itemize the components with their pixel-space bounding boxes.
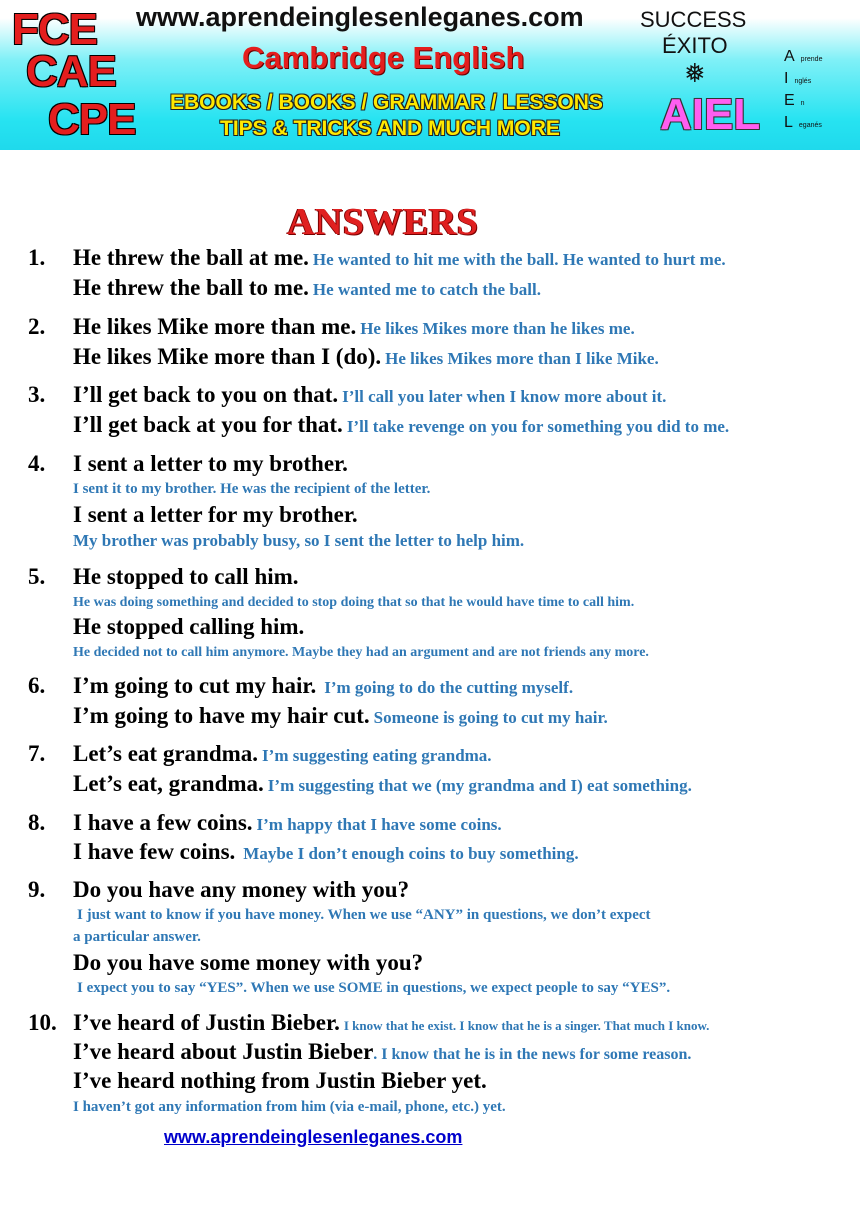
explanation: Someone is going to cut my hair. — [373, 708, 608, 727]
success-label: SUCCESS — [640, 7, 747, 32]
sentence: Do you have any money with you? — [73, 877, 410, 902]
item-number: 2. — [28, 314, 46, 339]
explanation-line — [73, 643, 649, 661]
header-banner — [0, 0, 860, 150]
sentence-line — [73, 344, 659, 370]
promo-line-1: EBOOKS / BOOKS / GRAMMAR / LESSONS — [170, 91, 603, 114]
sentence-line — [73, 564, 299, 590]
explanation: He likes Mikes more than he likes me. — [360, 319, 635, 338]
sentence-line — [73, 810, 502, 836]
sentence-line — [73, 673, 573, 699]
sentence-line — [73, 412, 729, 438]
exito-label: ÉXITO — [662, 33, 728, 58]
sentence: I’ll get back to you on that. — [73, 382, 339, 407]
acronym-row: En — [784, 92, 805, 109]
sentence: I’ve heard about Justin Bieber — [73, 1039, 374, 1064]
explanation: I’m going to do the cutting myself. — [324, 678, 574, 697]
sentence: I have few coins. — [73, 839, 236, 864]
sentence: I’m going to cut my hair. — [73, 673, 317, 698]
sentence-line — [73, 382, 666, 408]
item-number: 10. — [28, 1010, 57, 1035]
banner-subtitle: Cambridge English — [242, 40, 525, 75]
exam-label-fce: FCE — [12, 5, 97, 54]
sentence: He likes Mike more than I (do). — [73, 344, 382, 369]
sentence-line — [73, 275, 541, 301]
acronym-row: Aprende — [784, 48, 823, 65]
item-number: 9. — [28, 877, 46, 902]
exam-label-cpe: CPE — [48, 95, 136, 144]
explanation: I expect you to say “YES”. When we use SOME in questions, we expect people to say “YES”. — [77, 980, 671, 996]
explanation: I’m suggesting eating grandma. — [262, 746, 492, 765]
item-number: 3. — [28, 382, 46, 407]
explanation: My brother was probably busy, so I sent the letter to help him. — [73, 531, 525, 550]
exam-label-cae: CAE — [26, 47, 116, 96]
item-number: 1. — [28, 245, 46, 270]
sentence-line — [73, 314, 635, 340]
sentence: He threw the ball to me. — [73, 275, 309, 300]
explanation: I’ll call you later when I know more about it. — [342, 387, 667, 406]
explanation: a particular answer. — [73, 929, 201, 945]
acronym-row: Leganés — [784, 114, 822, 131]
page-title: ANSWERS — [287, 201, 479, 243]
explanation: I’m suggesting that we (my grandma and I) eat something. — [267, 776, 692, 795]
explanation: He was doing something and decided to stop doing that so that he would have time to call him. — [73, 595, 635, 610]
sentence-line — [73, 741, 492, 767]
sentence: I sent a letter to my brother. — [73, 451, 348, 476]
sentence: He stopped to call him. — [73, 564, 299, 589]
sentence: I’ll get back at you for that. — [73, 412, 343, 437]
sentence-line — [73, 877, 409, 903]
explanation: I haven’t got any information from him (via e-mail, phone, etc.) yet. — [73, 1099, 506, 1115]
acronym-row: Inglés — [784, 70, 812, 87]
promo-line-2: TIPS & TRICKS AND MUCH MORE — [220, 117, 560, 140]
sentence: I’ve heard nothing from Justin Bieber yet. — [73, 1068, 487, 1093]
explanation: I just want to know if you have money. When we use “ANY” in questions, we don’t expect — [77, 907, 651, 923]
explanation-line — [73, 928, 201, 946]
explanation-line — [73, 531, 524, 551]
sentence-line — [73, 839, 579, 865]
sentence: He threw the ball at me. — [73, 245, 309, 270]
explanation-line — [73, 480, 430, 498]
sentence: I’ve heard of Justin Bieber. — [73, 1010, 340, 1035]
explanation-line — [77, 979, 670, 997]
item-number: 6. — [28, 673, 46, 698]
sentence-line — [73, 502, 358, 528]
sentence-line — [73, 1068, 487, 1094]
explanation: He wanted me to catch the ball. — [312, 280, 541, 299]
sentence-line — [73, 614, 304, 640]
item-number: 7. — [28, 741, 46, 766]
sentence: Let’s eat grandma. — [73, 741, 259, 766]
explanation-line — [73, 593, 634, 611]
sentence-line — [73, 771, 692, 797]
sentence: I’m going to have my hair cut. — [73, 703, 370, 728]
sentence-line — [73, 245, 726, 271]
footer-website-link[interactable]: www.aprendeinglesenleganes.com — [164, 1127, 463, 1147]
sentence: Do you have some money with you? — [73, 950, 424, 975]
item-number: 8. — [28, 810, 46, 835]
explanation: . I know that he is in the news for some reason. — [373, 1046, 692, 1063]
explanation-line — [73, 1098, 506, 1116]
explanation: I sent it to my brother. He was the recipient of the letter. — [73, 481, 431, 497]
sentence-line — [73, 1010, 709, 1036]
explanation: Maybe I don’t enough coins to buy something. — [243, 844, 579, 863]
explanation: He decided not to call him anymore. Maybe they had an argument and are not friends any more. — [73, 645, 649, 660]
sentence: He likes Mike more than me. — [73, 314, 357, 339]
sentence-line — [73, 703, 608, 729]
sentence: I have a few coins. — [73, 810, 253, 835]
banner-site-url: www.aprendeinglesenleganes.com — [136, 2, 584, 32]
sentence-line — [73, 451, 348, 477]
sentence: Let’s eat, grandma. — [73, 771, 264, 796]
item-number: 5. — [28, 564, 46, 589]
item-number: 4. — [28, 451, 46, 476]
brand-logo: AIEL — [660, 90, 761, 139]
explanation: I’m happy that I have some coins. — [256, 815, 502, 834]
snowflake-icon: ❅ — [684, 58, 706, 88]
sentence-line — [73, 1039, 691, 1065]
explanation-line — [77, 906, 651, 924]
sentence: I sent a letter for my brother. — [73, 502, 358, 527]
explanation: I’ll take revenge on you for something you did to me. — [346, 417, 730, 436]
sentence: He stopped calling him. — [73, 614, 305, 639]
explanation: He likes Mikes more than I like Mike. — [385, 349, 659, 368]
explanation: I know that he exist. I know that he is a singer. That much I know. — [343, 1018, 710, 1033]
explanation: He wanted to hit me with the ball. He wanted to hurt me. — [312, 250, 726, 269]
sentence-line — [73, 950, 423, 976]
